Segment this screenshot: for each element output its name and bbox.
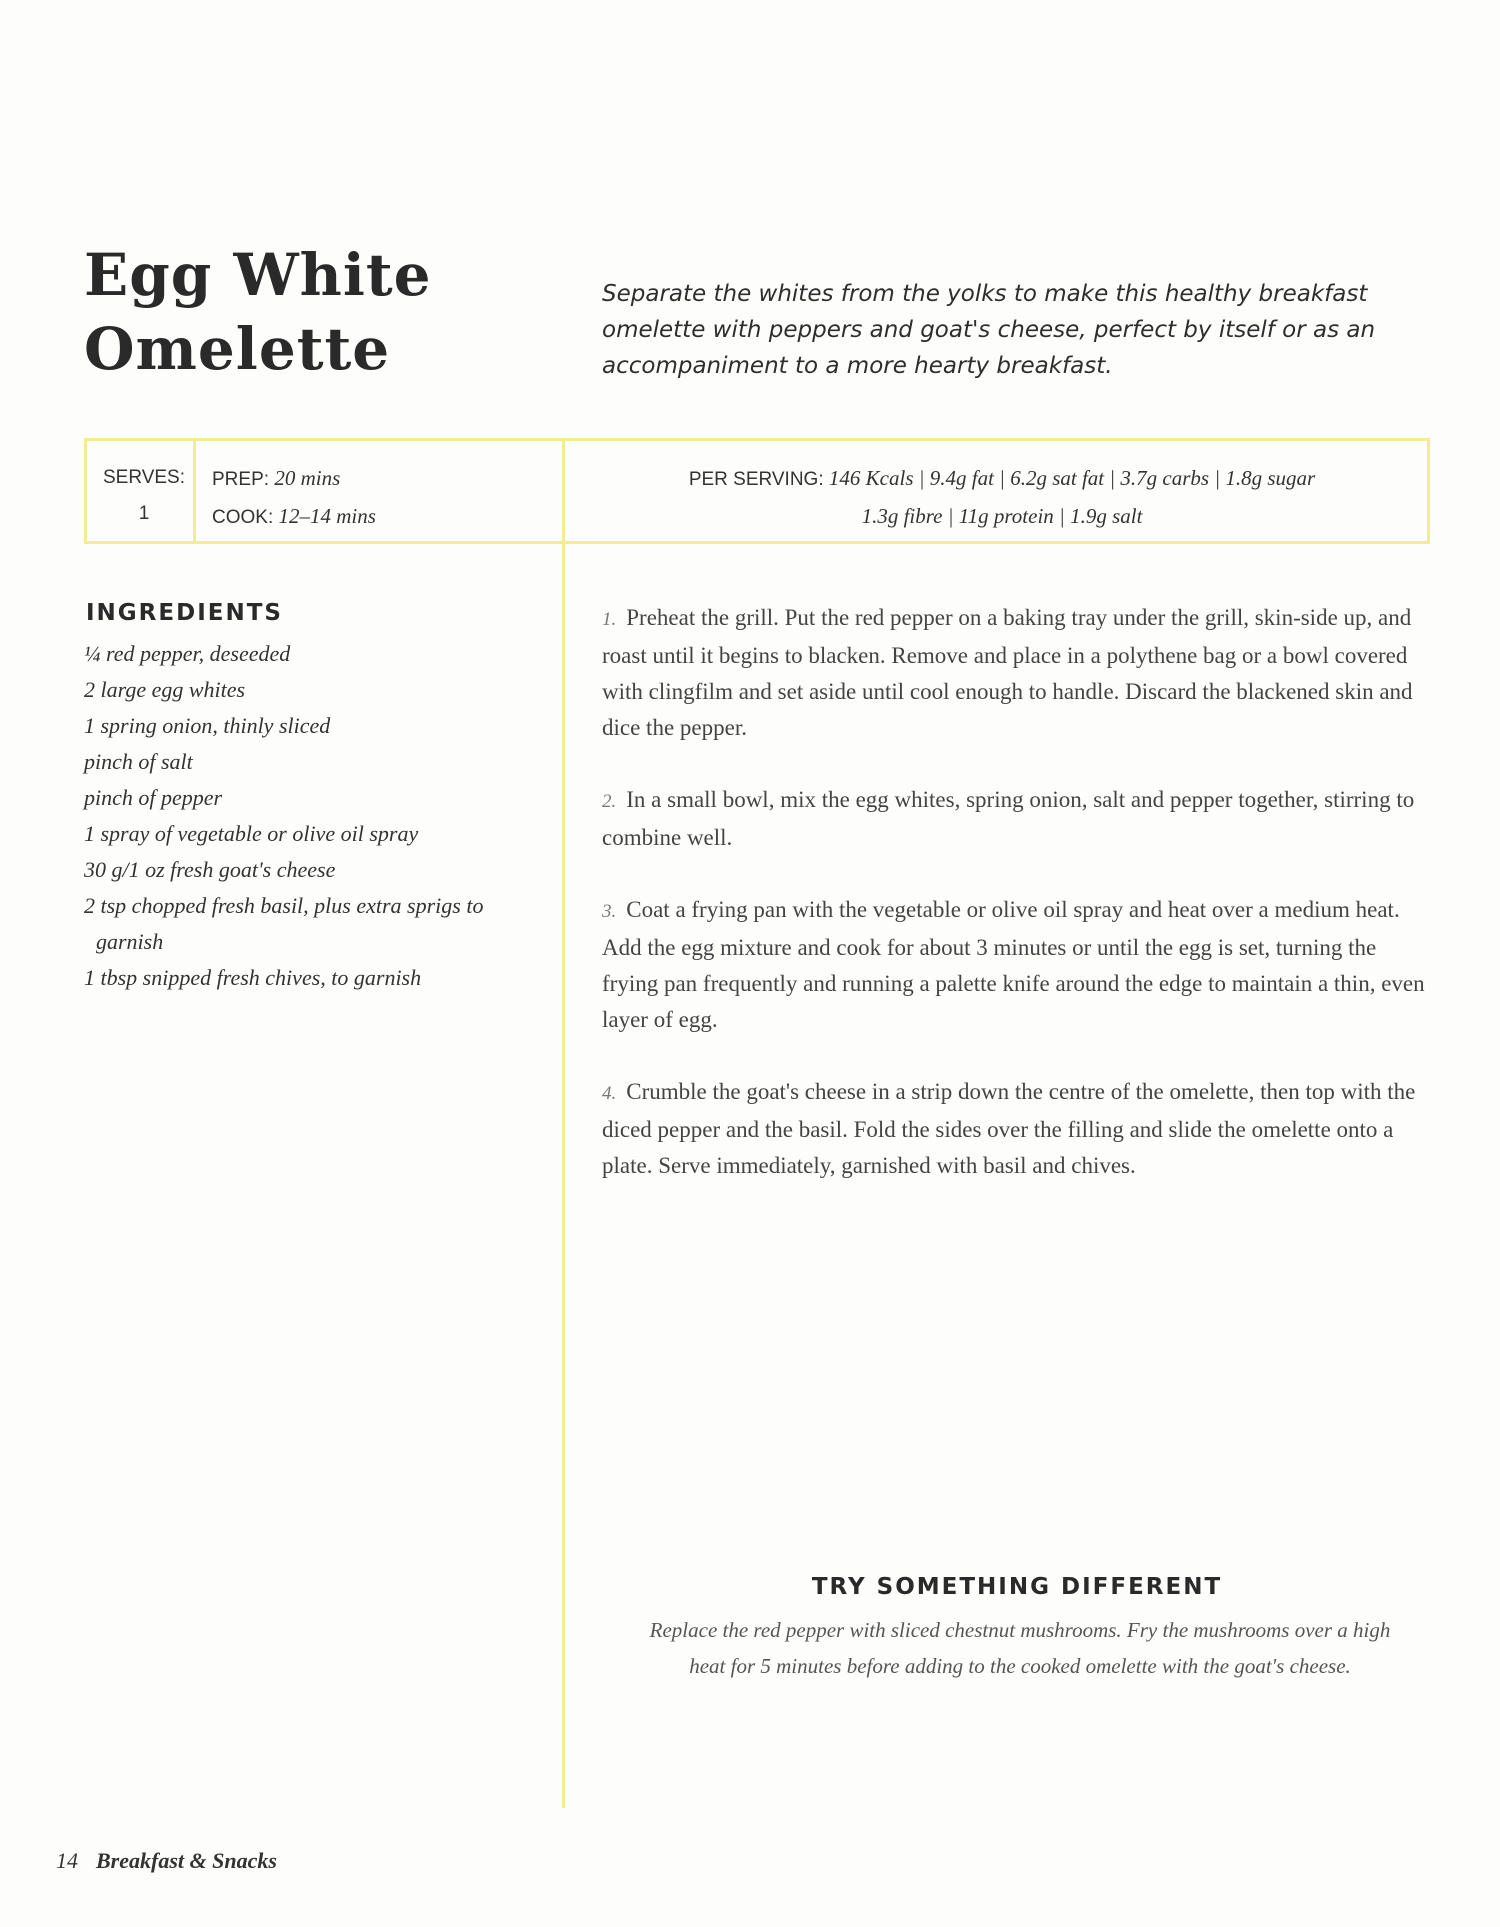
serves-label: SERVES: <box>102 467 186 488</box>
method-step <box>602 782 1432 856</box>
ingredient-item: pinch of pepper <box>84 785 223 810</box>
recipe-title-line2: Omelette <box>84 315 391 383</box>
ingredient-item: ¼ red pepper, deseeded <box>84 641 291 666</box>
variation-heading: TRY SOMETHING DIFFERENT <box>811 1574 1223 1600</box>
page-footer <box>56 1848 277 1874</box>
times-block <box>212 460 376 536</box>
cook-label: COOK: <box>212 507 274 528</box>
info-divider-serves <box>193 438 196 544</box>
variation-text: Replace the red pepper with sliced chestnut mushrooms. Fry the mushrooms over a high heat for 5 minutes before adding to the cooked omelette with the goat's cheese. <box>649 1618 1391 1678</box>
step-text: In a small bowl, mix the egg whites, spring onion, salt and pepper together, stirring to combine well. <box>602 787 1415 850</box>
nutrition-row-1 <box>572 460 1432 498</box>
nutrition-line-2: 1.3g fibre | 11g protein | 1.9g salt <box>861 504 1143 528</box>
page-number: 14 <box>56 1848 78 1873</box>
prep-time <box>212 460 376 498</box>
section-name: Breakfast & Snacks <box>96 1848 277 1873</box>
ingredient-item: 1 spray of vegetable or olive oil spray <box>84 821 419 846</box>
method-step <box>602 600 1432 746</box>
step-number: 3. <box>602 901 617 922</box>
nutrition-block <box>572 460 1432 536</box>
serves-block <box>100 460 188 532</box>
prep-value: 20 mins <box>274 466 341 490</box>
ingredient-item: 1 spring onion, thinly sliced <box>84 713 331 738</box>
step-number: 2. <box>602 791 617 812</box>
ingredients-heading: INGREDIENTS <box>86 600 283 626</box>
step-text: Crumble the goat's cheese in a strip down the centre of the omelette, then top with the diced pepper and the basil. Fold the sides over the filling and slide the omelette onto a plate. Serve immediately, garnished with basil and chives. <box>602 1079 1416 1178</box>
cook-time <box>212 498 376 536</box>
serves-value: 1 <box>138 503 150 524</box>
recipe-title <box>84 238 432 386</box>
method-steps <box>602 600 1432 1220</box>
prep-label: PREP: <box>212 469 270 490</box>
ingredient-item: 30 g/1 oz fresh goat's cheese <box>84 857 336 882</box>
cook-value: 12–14 mins <box>278 504 376 528</box>
step-text: Preheat the grill. Put the red pepper on a baking tray under the grill, skin-side up, and roast until it begins to blacken. Remove and place in a polythene bag or a bowl covered with clingfilm and set aside until cool enough to handle. Discard the blackened skin and dice the pepper. <box>602 605 1413 740</box>
method-step <box>602 1074 1432 1184</box>
recipe-title-line1: Egg White <box>84 241 432 309</box>
ingredient-item: pinch of salt <box>84 749 193 774</box>
method-step <box>602 892 1432 1038</box>
step-number: 4. <box>602 1083 617 1104</box>
ingredients-list <box>84 636 514 996</box>
ingredient-item: 2 large egg whites <box>84 677 246 702</box>
per-serving-label: PER SERVING: <box>688 469 824 490</box>
column-divider <box>562 438 565 1808</box>
step-text: Coat a frying pan with the vegetable or olive oil spray and heat over a medium heat. Add the egg mixture and cook for about 3 minutes or until the egg is set, turning the frying pan frequently and running a palette knife around the edge to maintain a thin, even layer of egg. <box>602 897 1425 1032</box>
ingredient-item: 2 tsp chopped fresh basil, plus extra sprigs to garnish <box>84 893 484 954</box>
step-number: 1. <box>602 609 617 630</box>
nutrition-line-1: 146 Kcals | 9.4g fat | 6.2g sat fat | 3.7g carbs | 1.8g sugar <box>828 466 1316 490</box>
nutrition-row-2 <box>572 498 1432 536</box>
ingredient-item: 1 tbsp snipped fresh chives, to garnish <box>84 965 422 990</box>
recipe-intro: Separate the whites from the yolks to make this healthy breakfast omelette with peppers and goat's cheese, perfect by itself or as an accompaniment to a more hearty breakfast. <box>602 281 1376 379</box>
